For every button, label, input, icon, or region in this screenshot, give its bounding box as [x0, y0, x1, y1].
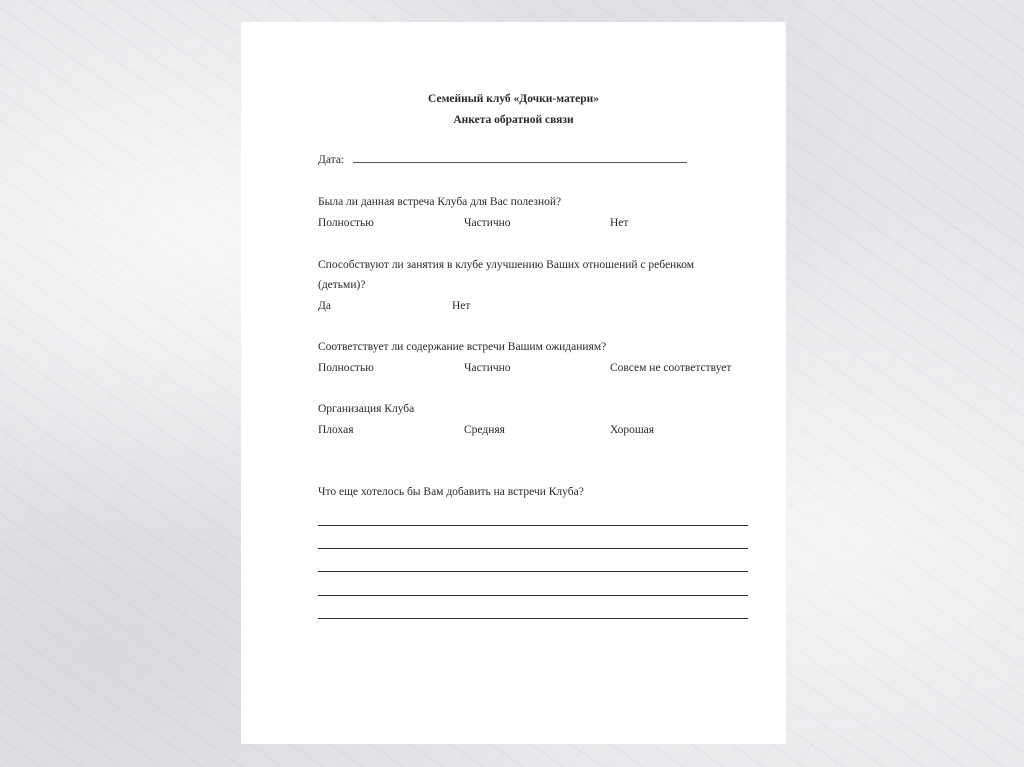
question-3-text: Соответствует ли содержание встречи Вашим ожиданиям?	[318, 341, 607, 353]
q1-option-no[interactable]: Нет	[610, 217, 629, 229]
question-1-text: Была ли данная встреча Клуба для Вас полезной?	[318, 196, 562, 208]
date-field-line[interactable]	[353, 162, 687, 163]
answer-line[interactable]	[318, 548, 748, 549]
q1-option-partial[interactable]: Частично	[464, 217, 511, 229]
q4-option-good[interactable]: Хорошая	[610, 424, 655, 436]
answer-line[interactable]	[318, 525, 748, 526]
answer-line[interactable]	[318, 571, 748, 572]
question-4-text: Организация Клуба	[318, 403, 415, 415]
question-2-text-line2: (детьми)?	[318, 279, 366, 291]
question-5-text: Что еще хотелось бы Вам добавить на встречи Клуба?	[318, 486, 584, 498]
question-2-text-line1: Способствуют ли занятия в клубе улучшению Ваших отношений с ребенком	[318, 259, 695, 271]
answer-line[interactable]	[318, 595, 748, 596]
q2-option-yes[interactable]: Да	[318, 300, 331, 312]
form-subtitle: Анкета обратной связи	[453, 114, 574, 126]
date-label: Дата:	[318, 154, 345, 166]
q4-option-bad[interactable]: Плохая	[318, 424, 354, 436]
q3-option-not-at-all[interactable]: Совсем не соответствует	[610, 362, 732, 374]
q3-option-full[interactable]: Полностью	[318, 362, 374, 374]
q4-option-average[interactable]: Средняя	[464, 424, 505, 436]
q2-option-no[interactable]: Нет	[452, 300, 471, 312]
form-title: Семейный клуб «Дочки-матери»	[428, 93, 599, 105]
q1-option-full[interactable]: Полностью	[318, 217, 374, 229]
answer-line[interactable]	[318, 618, 748, 619]
questionnaire-page	[241, 22, 786, 744]
q3-option-partial[interactable]: Частично	[464, 362, 511, 374]
